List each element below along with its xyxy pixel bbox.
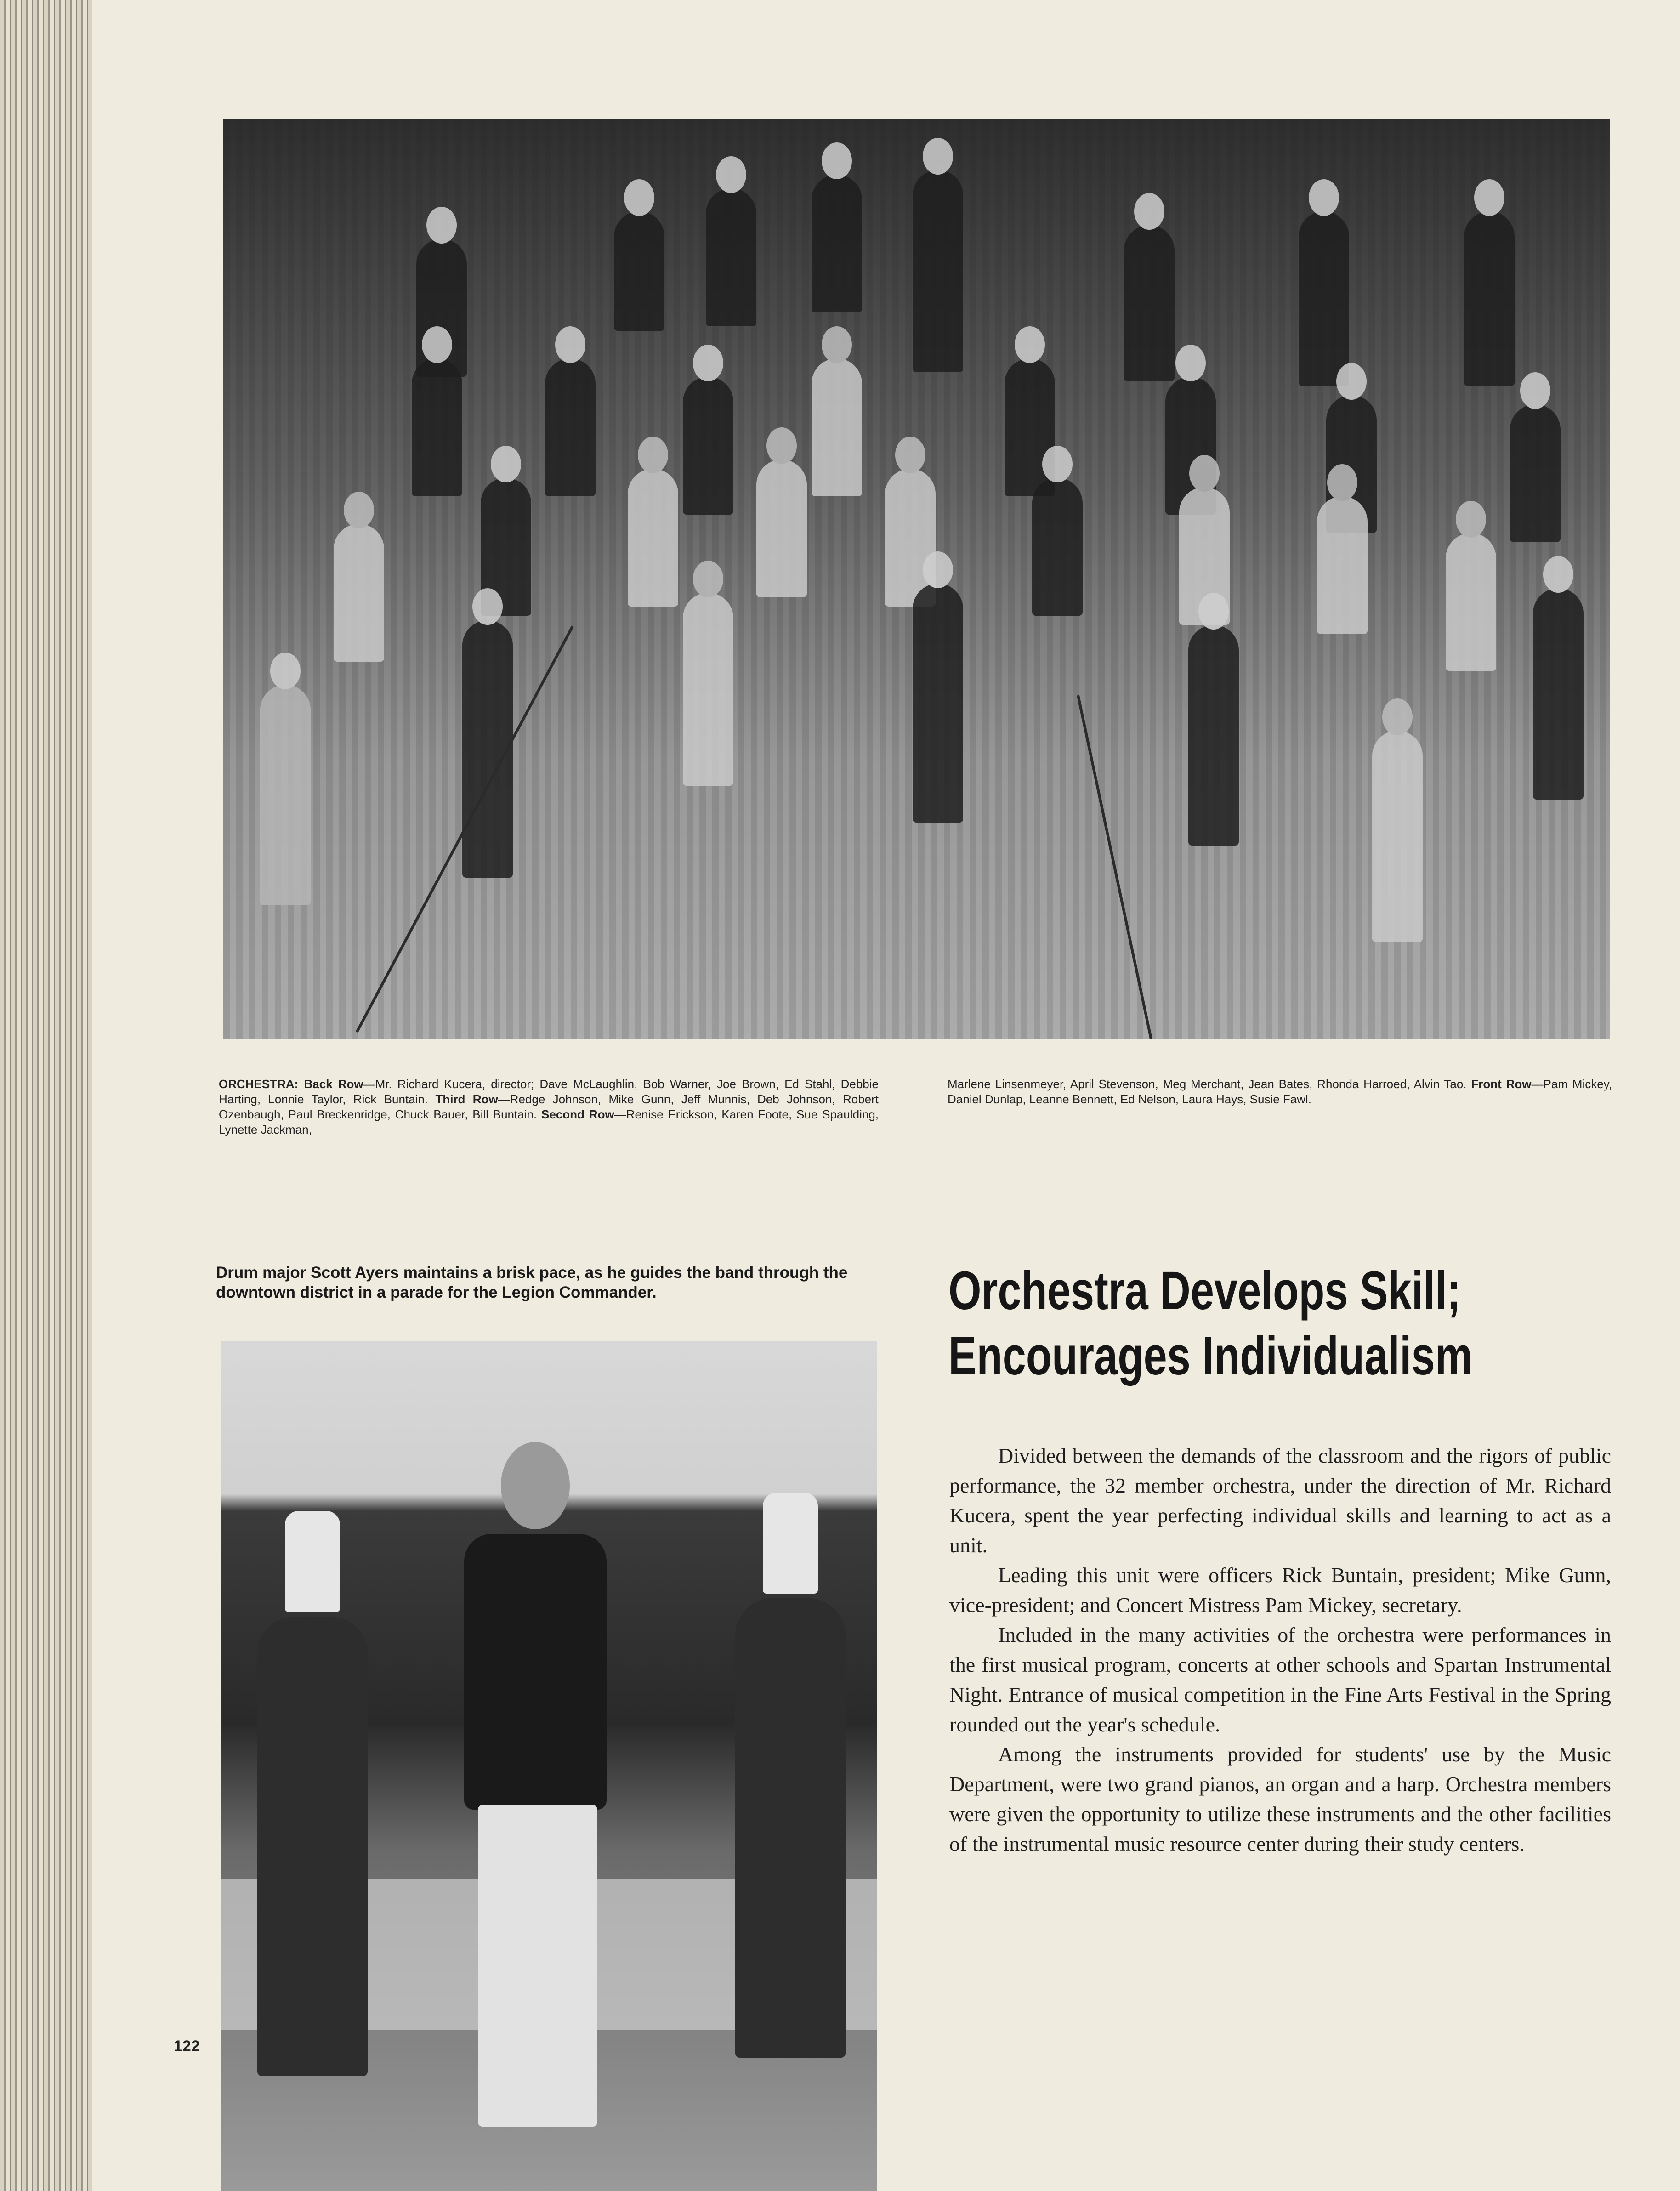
- caption-third-row-label: Third Row: [435, 1092, 498, 1106]
- page-number: 122: [174, 2038, 200, 2055]
- person-figure: [812, 175, 862, 312]
- drum-major-head: [501, 1442, 570, 1529]
- person-figure: [1317, 496, 1368, 634]
- caption-front-row-text: —Pam Mickey, Daniel Dunlap, Leanne Bennett, Ed Nelson, Laura Hays, Susie Fawl.: [948, 1077, 1612, 1106]
- person-figure: [1188, 625, 1239, 846]
- body-paragraph: Divided between the demands of the classroom and the rigors of public performance, the 32 member orchestra, under the direction of Mr. Richard Kucera, spent the year perfecting individual skills and learning to act as a unit.: [949, 1444, 1611, 1557]
- drum-major-jacket: [464, 1534, 607, 1810]
- headline-line-1: Orchestra Develops Skill;: [948, 1260, 1461, 1321]
- person-figure: [614, 211, 664, 331]
- person-figure: [1032, 478, 1083, 616]
- person-figure: [412, 358, 462, 496]
- headline-line-2: Encourages Individualism: [948, 1326, 1473, 1386]
- band-member-figure: [735, 1598, 846, 2058]
- orchestra-members-figures: [223, 119, 1610, 1039]
- drum-major-figure: [437, 1442, 634, 2131]
- plumed-hat: [285, 1511, 340, 1612]
- person-figure: [812, 358, 862, 496]
- caption-second-row-label: Second Row: [541, 1107, 614, 1121]
- person-figure: [1124, 225, 1175, 381]
- plumed-hat: [763, 1493, 818, 1594]
- drum-major-trousers: [478, 1805, 597, 2127]
- person-figure: [756, 460, 807, 597]
- person-figure: [1446, 533, 1496, 671]
- person-figure: [706, 188, 756, 326]
- person-figure: [628, 469, 678, 607]
- person-figure: [1533, 588, 1584, 800]
- caption-lead: ORCHESTRA:: [219, 1077, 299, 1091]
- orchestra-caption-left: [219, 1077, 879, 1137]
- caption-second-row-text: —Renise Erickson, Karen Foote, Sue Spaulding, Lynette Jackman,: [219, 1107, 879, 1136]
- caption-back-row-label: Back Row: [304, 1077, 363, 1091]
- person-figure: [1299, 211, 1349, 386]
- person-figure: [913, 584, 963, 823]
- body-paragraph: Leading this unit were officers Rick Buntain, president; Mike Gunn, vice-president; and Concert Mistress Pam Mickey, secretary.: [949, 1563, 1611, 1617]
- person-figure: [683, 377, 733, 515]
- article-body: [949, 1441, 1611, 1859]
- article-headline: [948, 1258, 1473, 1389]
- person-figure: [913, 170, 963, 372]
- drum-major-caption: Drum major Scott Ayers maintains a brisk pace, as he guides the band through the downtown district in a parade for the Legion Commander.: [216, 1264, 848, 1301]
- orchestra-group-photo: [223, 119, 1610, 1039]
- band-member-figure: [257, 1617, 368, 2076]
- caption-third-row-text: —Redge Johnson, Mike Gunn, Jeff Munnis, Deb Johnson, Robert Ozenbaugh, Paul Breckenridge, Chuck Bauer, Bill Buntain.: [219, 1092, 879, 1121]
- orchestra-caption-right: [948, 1077, 1612, 1107]
- caption-second-row-cont: Marlene Linsenmeyer, April Stevenson, Meg Merchant, Jean Bates, Rhonda Harroed, Alvin Tao.: [948, 1077, 1467, 1091]
- body-paragraph: Included in the many activities of the orchestra were performances in the first musical program, concerts at other schools and Spartan Instrumental Night. Entrance of musical competition in the Fine Arts Festival in the Spring rounded out the year's schedule.: [949, 1623, 1611, 1736]
- caption-front-row-label: Front Row: [1471, 1077, 1532, 1091]
- person-figure: [545, 358, 596, 496]
- person-figure: [260, 685, 311, 905]
- caption-back-row-text: —Mr. Richard Kucera, director; Dave McLaughlin, Bob Warner, Joe Brown, Ed Stahl, Debbie Harting, Lonnie Taylor, Rick Buntain.: [219, 1077, 879, 1106]
- yearbook-page: [92, 0, 1680, 2191]
- person-figure: [1372, 731, 1423, 942]
- person-figure: [334, 524, 384, 662]
- parade-photo: [221, 1341, 877, 2191]
- book-page-edges: [0, 0, 92, 2191]
- body-paragraph: Among the instruments provided for students' use by the Music Department, were two grand pianos, an organ and a harp. Orchestra members were given the opportunity to utilize these instruments and the other facilities of the instrumental music resource center during their study centers.: [949, 1743, 1611, 1856]
- person-figure: [1510, 404, 1561, 542]
- person-figure: [683, 593, 733, 786]
- person-figure: [1464, 211, 1515, 386]
